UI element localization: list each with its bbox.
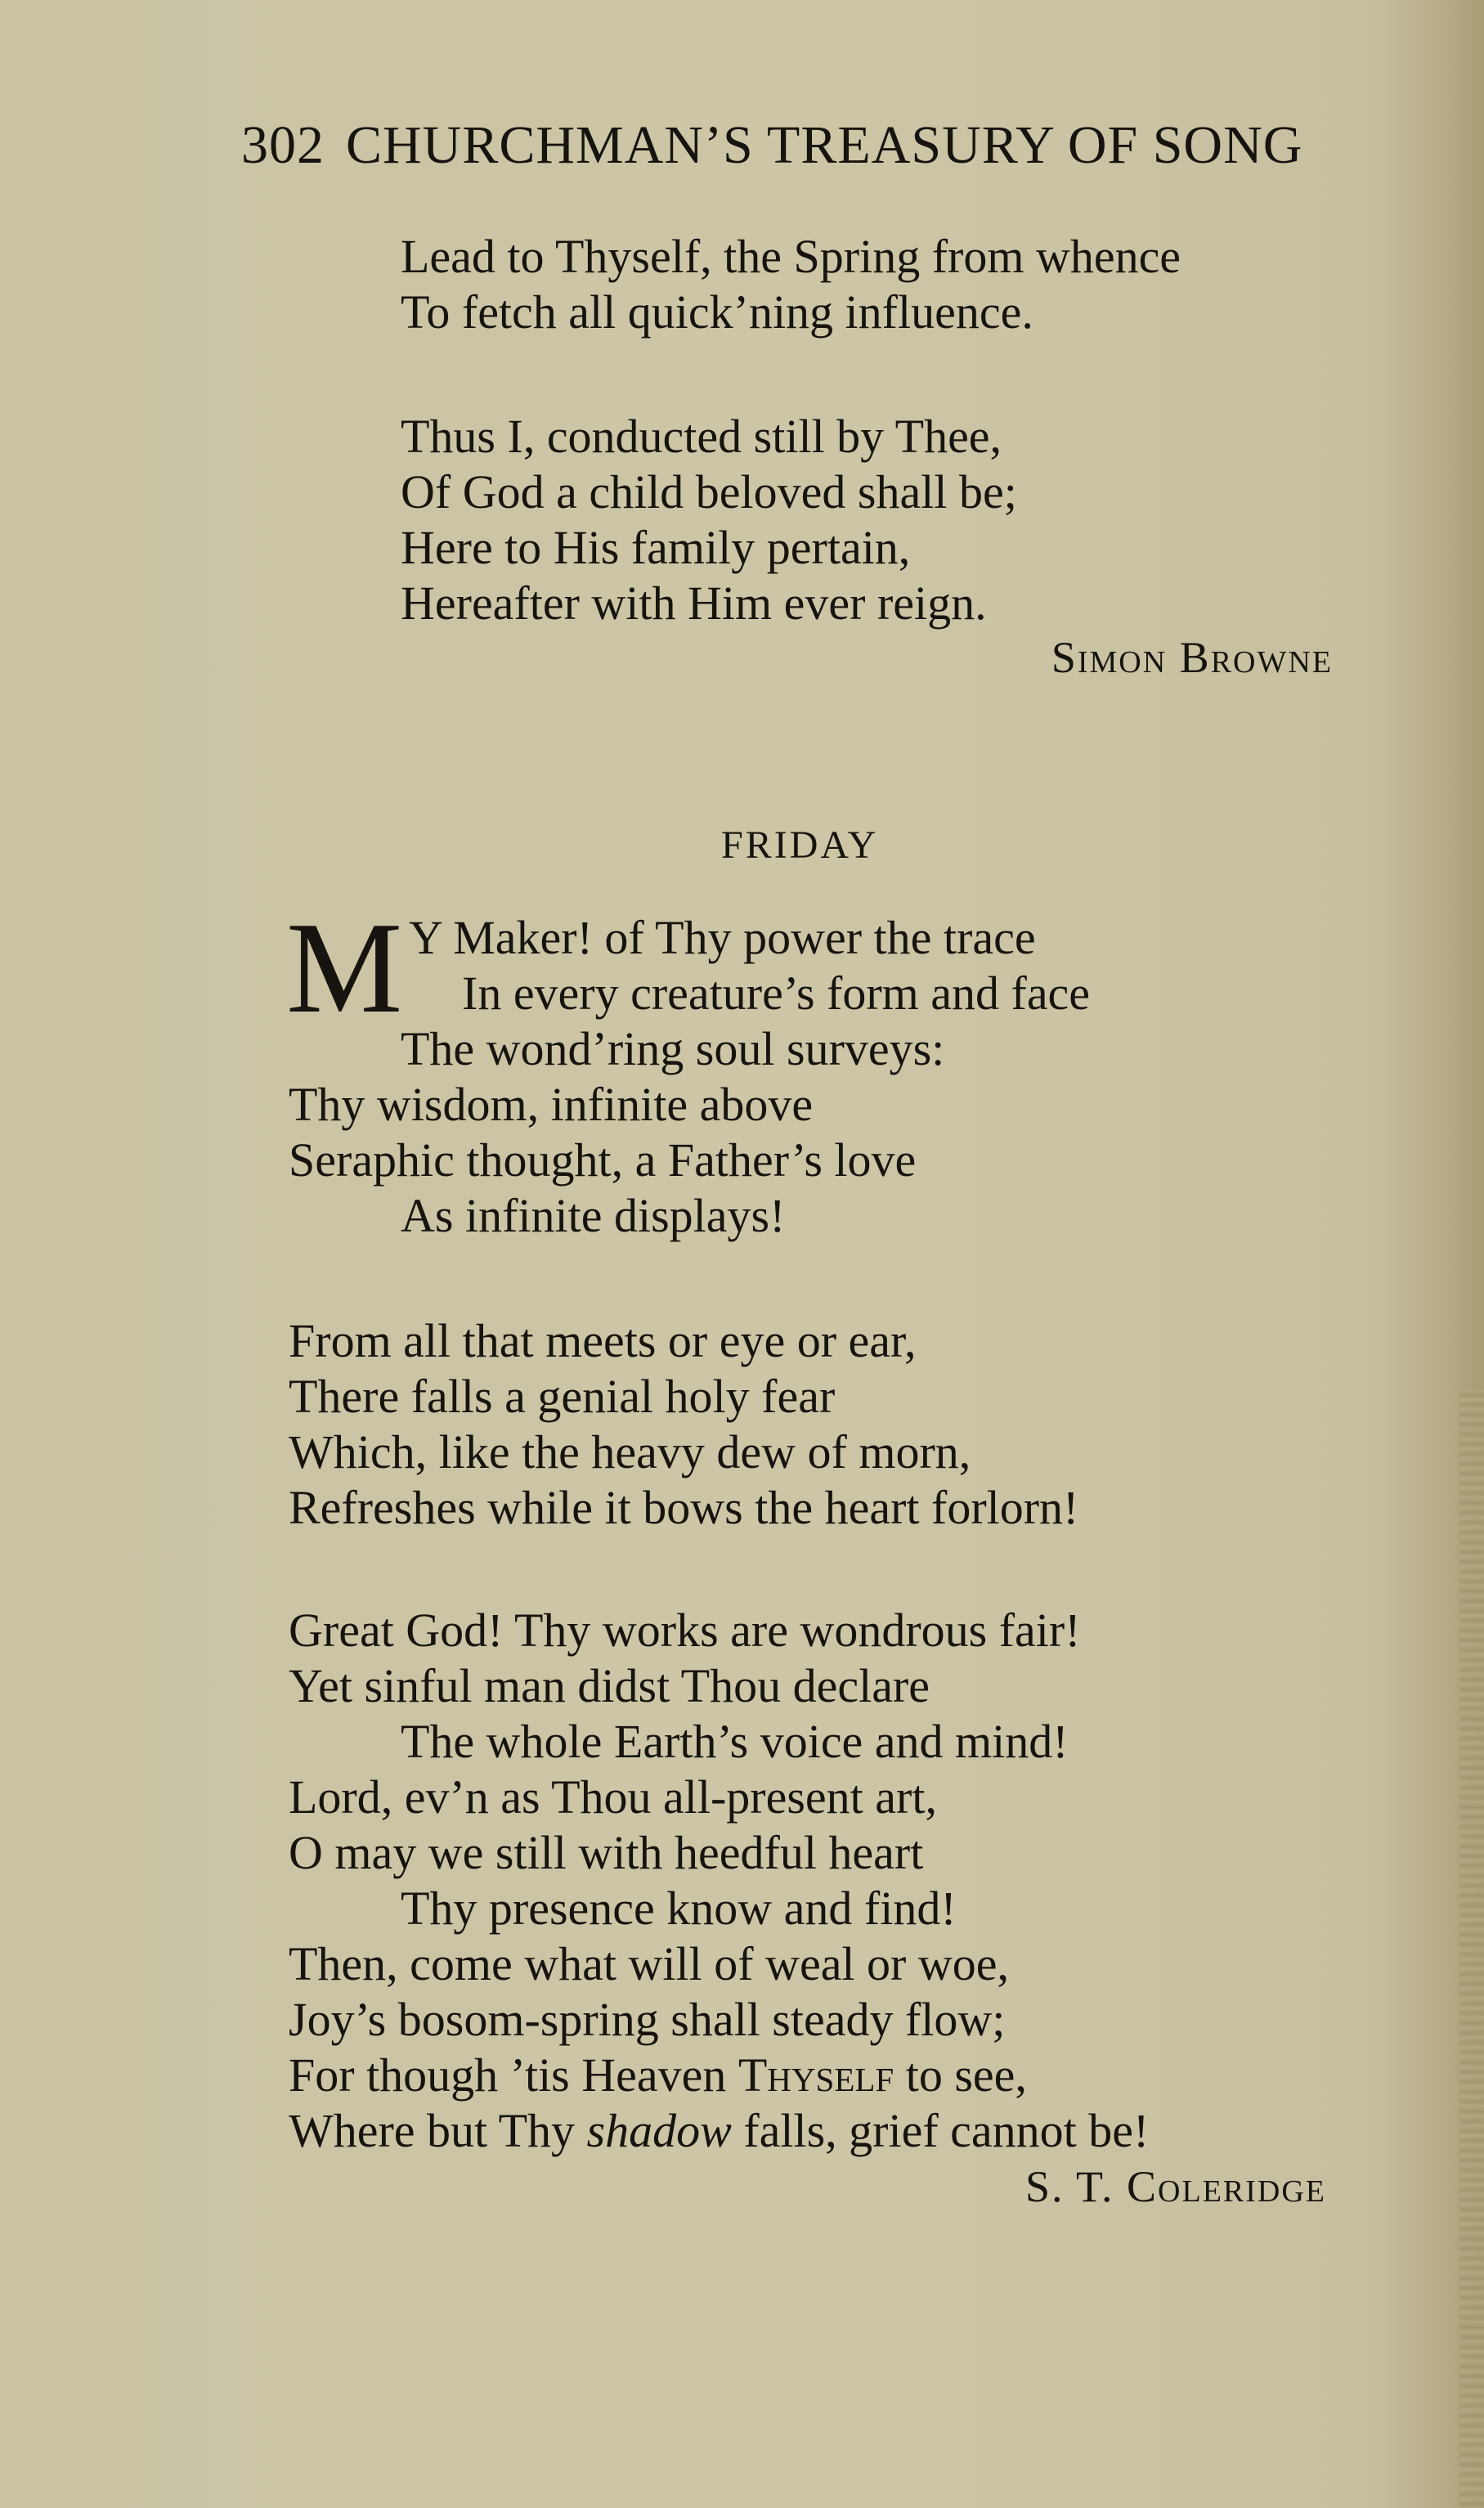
verse-line	[289, 2103, 1149, 2159]
verse-text: For though ’tis Heaven	[289, 2048, 738, 2102]
verse-text: to see,	[894, 2048, 1027, 2102]
verse-line: To fetch all quick’ning influence.	[401, 285, 1033, 339]
verse-line: From all that meets or eye or ear,	[289, 1314, 917, 1367]
verse-line: The wond’ring soul surveys:	[401, 1022, 945, 1075]
verse-line: Thy wisdom, infinite above	[289, 1078, 814, 1131]
verse-line: The whole Earth’s voice and mind!	[401, 1715, 1069, 1768]
running-header	[241, 114, 1402, 177]
verse-line: Refreshes while it bows the heart forlorn!	[289, 1481, 1079, 1534]
verse-line: Here to His family pertain,	[401, 521, 911, 574]
author-attribution: S. T. Coleridge	[1024, 2162, 1326, 2211]
verse-line: Lead to Thyself, the Spring from whence	[401, 230, 1181, 283]
verse-line	[289, 2048, 1027, 2103]
verse-text-small-caps: Thyself	[738, 2048, 894, 2102]
verse-line: In every creature’s form and face	[462, 967, 1091, 1020]
page-number: 302	[241, 115, 325, 175]
verse-line: Then, come what will of weal or woe,	[289, 1937, 1009, 1990]
hymn-title: FRIDAY	[721, 823, 879, 867]
verse-line: Hereafter with Him ever reign.	[401, 577, 987, 630]
running-title: CHURCHMAN’S TREASURY OF SONG	[346, 115, 1303, 175]
verse-text-italic: shadow	[586, 2104, 732, 2157]
verse-line: Lord, ev’n as Thou all-present art,	[289, 1770, 937, 1824]
verse-text: Where but Thy	[289, 2104, 587, 2157]
verse-line: As infinite displays!	[401, 1189, 786, 1242]
verse-line: Y Maker! of Thy power the trace	[409, 911, 1036, 964]
verse-line: Joy’s bosom-spring shall steady flow;	[289, 1993, 1006, 2046]
page-edge	[1459, 1390, 1484, 2508]
verse-line: There falls a genial holy fear	[289, 1370, 836, 1423]
verse-line: Of God a child beloved shall be;	[401, 465, 1017, 518]
author-attribution: Simon Browne	[1051, 633, 1333, 682]
verse-line: Great God! Thy works are wondrous fair!	[289, 1604, 1081, 1657]
verse-line: Seraphic thought, a Father’s love	[289, 1133, 917, 1187]
verse-line: Thy presence know and find!	[401, 1882, 957, 1935]
drop-cap: M	[286, 895, 403, 1040]
verse-line: Yet sinful man didst Thou declare	[289, 1659, 930, 1712]
verse-line: O may we still with heedful heart	[289, 1826, 924, 1879]
verse-text: falls, grief cannot be!	[731, 2104, 1150, 2157]
verse-line: Which, like the heavy dew of morn,	[289, 1425, 971, 1478]
verse-line: Thus I, conducted still by Thee,	[401, 410, 1002, 463]
